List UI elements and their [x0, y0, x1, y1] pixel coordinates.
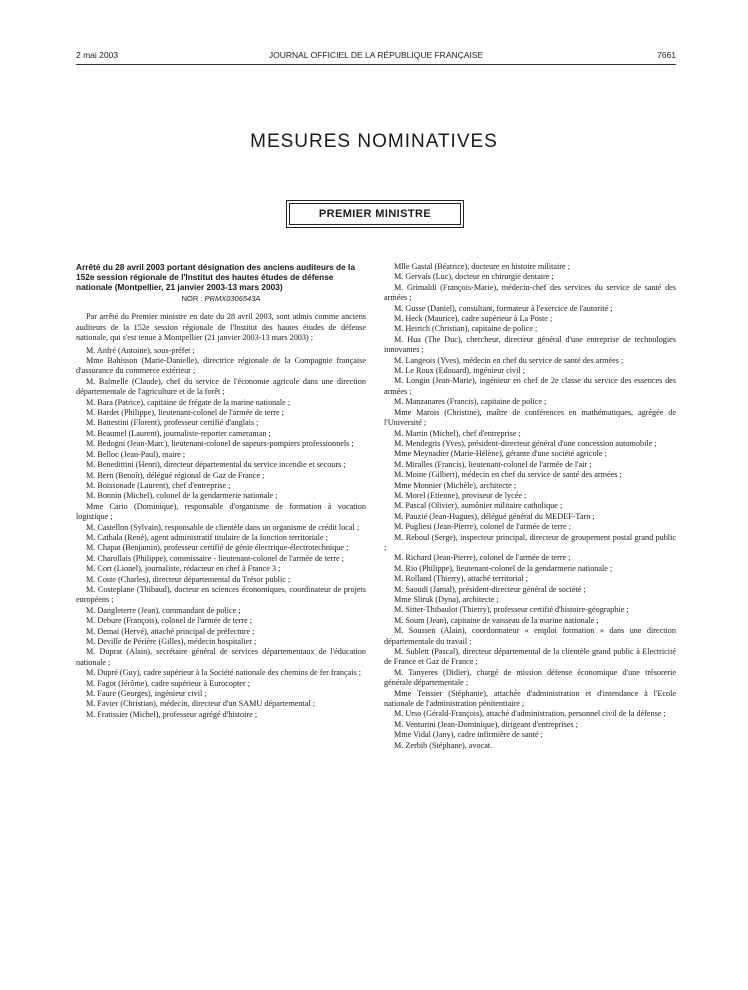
list-item: M. Balmelle (Claude), chef du service de l'économie agricole dans une direction départementale de l'agriculture et de la forêt ; — [76, 376, 366, 397]
list-item: M. Richard (Jean-Pierre), colonel de l'armée de terre ; — [394, 553, 571, 563]
list-item: M. Castellon (Sylvain), responsable de clientèle dans un organisme de crédit local ; — [86, 522, 360, 532]
section-title-box — [286, 200, 464, 228]
list-item: M. Cort (Lionel), journaliste, rédacteur en chef à France 3 ; — [86, 564, 281, 574]
list-item: M. Faure (Georges), ingénieur civil ; — [86, 689, 207, 699]
list-item: M. Miralles (Francis), lieutenant-colonel de l'armée de l'air ; — [394, 459, 592, 469]
nor-code: PRMX0306543A — [204, 294, 261, 303]
list-item: M. Sitter-Thibaulot (Thierry), professeur certifié d'histoire-géographie ; — [394, 605, 629, 615]
list-item: M. Martin (Michel), chef d'entreprise ; — [394, 428, 521, 438]
list-item: M. Dupré (Guy), cadre supérieur à la Société nationale des chemins de fer français ; — [86, 668, 362, 678]
list-item: M. Zerbib (Stéphane), avocat. — [394, 740, 493, 750]
list-item: M. Manzanares (Francis), capitaine de police ; — [394, 397, 547, 407]
list-item: Mme Marois (Christine), maître de conférences en mathématiques, agrégée de l'Université ; — [384, 407, 676, 428]
header-page-number: 7661 — [657, 50, 676, 60]
list-item: M. Longin (Jean-Marie), ingénieur en chef de 2e classe du service des essences des armées ; — [384, 376, 676, 396]
list-item: M. Deville de Périère (Gilles), médecin hospitalier ; — [86, 637, 257, 646]
list-item: M. Boissonade (Laurent), chef d'entreprise ; — [86, 480, 231, 490]
list-item: Mlle Gastal (Béatrice), docteure en histoire militaire ; — [394, 262, 570, 271]
list-item: Mme Monnier (Michèle), architecte ; — [394, 480, 517, 490]
list-item: M. Bardet (Philippe), lieutenant-colonel de l'armée de terre ; — [86, 408, 284, 418]
list-item: M. Bedogni (Jean-Marc), lieutenant-colonel de sapeurs-pompiers professionnels ; — [86, 439, 354, 449]
list-item: M. Gusse (Daniel), consultant, formateur à l'exercice de l'autorité ; — [394, 303, 613, 313]
list-item: M. Benedittini (Henri), directeur départemental du service incendie et secours ; — [86, 460, 346, 470]
list-item: M. Venturini (Jean-Dominique), dirigeant d'entreprises ; — [394, 719, 578, 729]
header-date: 2 mai 2003 — [76, 50, 119, 60]
header-journal-title: JOURNAL OFFICIEL DE LA RÉPUBLIQUE FRANÇAISE — [268, 50, 484, 60]
right-entry-list — [384, 262, 676, 751]
list-item: M. Soum (Jean), capitaine de vaisseau de la marine nationale ; — [394, 615, 599, 625]
list-item: M. Cathala (René), agent administratif titulaire de la fonction territoriale ; — [86, 532, 328, 542]
list-item: M. Sublett (Pascal), directeur départemental de la clientèle grand public à Electricité de France et Gaz de France ; — [384, 647, 676, 667]
list-item: M. Coste (Charles), directeur départemental du Trésor public ; — [86, 574, 291, 584]
list-item: M. Debure (François), colonel de l'armée de terre ; — [86, 616, 253, 626]
list-item: Mme Sliruk (Dyna), architecte ; — [394, 595, 499, 604]
list-item: M. Tanyeres (Didier), chargé de mission défense économique d'une trésorerie générale départementale ; — [384, 667, 676, 688]
list-item: M. Soussen (Alain), coordonnateur « emploi formation » dans une direction départementale du travail ; — [384, 626, 676, 646]
list-item: M. Charollais (Philippe), commissaire - lieutenant-colonel de l'armée de terre ; — [86, 553, 344, 563]
list-item: Mme Teissier (Stéphanie), attachée d'administration et d'intendance à l'Ecole nationale de l'administration pénitentiaire ; — [384, 688, 676, 709]
list-item: M. Favier (Christian), médecin, directeur d'un SAMU départemental ; — [86, 699, 316, 709]
list-item: M. Bonnin (Michel), colonel de la gendarmerie nationale ; — [86, 491, 278, 501]
list-item: M. Grimaldi (François-Marie), médecin-chef des services du service de santé des armées ; — [384, 282, 676, 303]
list-item: M. Pascal (Olivier), aumônier militaire catholique ; — [394, 501, 563, 511]
header-rule — [76, 64, 676, 65]
nor-line — [76, 294, 366, 304]
list-item: M. Belloc (Jean-Paul), maire ; — [86, 449, 186, 459]
list-item: M. Heirich (Christian), capitaine de police ; — [394, 324, 538, 334]
section-title: PREMIER MINISTRE — [289, 203, 461, 225]
list-item: M. Le Roux (Edouard), ingénieur civil ; — [394, 366, 525, 376]
list-item: Mme Bahisson (Marie-Danielle), directrice régionale de la Compagnie française d'assurance du commerce extérieur ; — [76, 356, 366, 376]
list-item: M. Bara (Patrice), capitaine de frégate de la marine nationale ; — [86, 397, 291, 407]
list-item: M. Beaumel (Laurent), journaliste-reporter cameraman ; — [86, 428, 271, 438]
list-item: M. Mendegris (Yves), président-directeur général d'une concession automobile ; — [394, 438, 657, 448]
list-item: M. Fagot (Jérôme), cadre supérieur à Eurocopter ; — [86, 678, 250, 688]
list-item: M. Reboul (Serge), inspecteur principal, directeur de groupement postal grand public ; — [384, 532, 676, 552]
list-item: Mme Meynadier (Marie-Hélène), gérante d'une société agricole ; — [394, 449, 607, 459]
list-item: M. Demai (Hervé), attaché principal de préfecture ; — [86, 626, 255, 636]
right-column — [384, 262, 676, 751]
main-title: MESURES NOMINATIVES — [250, 131, 498, 152]
list-item: M. Fratissier (Michel), professeur agrégé d'histoire ; — [86, 709, 258, 719]
list-item: M. Battestini (Florent), professeur certifié d'anglais ; — [86, 418, 259, 428]
list-item: M. Heck (Maurice), cadre supérieur à La Poste ; — [394, 314, 553, 324]
list-item: M. Anfré (Antoine), sous-préfet ; — [86, 345, 195, 355]
list-item: M. Moine (Gilbert), médecin en chef du service de santé des armées ; — [394, 470, 622, 480]
list-item: M. Rolland (Thierry), attaché territorial ; — [394, 574, 528, 584]
arrete-title: Arrêté du 28 avril 2003 portant désignation des anciens auditeurs de la 152e session régionale de l'Institut des hautes études de défense nationale (Montpellier, 21 janvier 2003-13 mars 2003) — [76, 262, 355, 292]
list-item: Mme Vidal (Jany), cadre infirmière de santé ; — [394, 730, 543, 740]
left-column — [76, 262, 366, 720]
page-header — [76, 50, 676, 64]
list-item: M. Pugliesi (Jean-Pierre), colonel de l'armée de terre ; — [394, 522, 571, 532]
list-item: M. Pauzié (Jean-Hugues), délégué général du MEDEF-Tarn ; — [394, 511, 595, 521]
list-item: M. Urso (Gérald-François), attaché d'administration, personnel civil de la défense ; — [394, 709, 666, 719]
list-item: Mme Cario (Dominique), responsable d'organisme de formation à vocation logistique ; — [76, 501, 366, 522]
nor-label: NOR : — [181, 294, 203, 303]
list-item: M. Chapat (Benjamin), professeur certifié de génie électrique-électrotechnique ; — [86, 543, 349, 553]
list-item: M. Dangleterre (Jean), commandant de police ; — [86, 605, 241, 615]
list-item: M. Gervais (Luc), docteur en chirurgie dentaire ; — [394, 272, 554, 282]
left-entry-list — [76, 346, 366, 721]
list-item: M. Bern (Benoît), délégué régional de Gaz de France ; — [86, 470, 265, 480]
arrete-intro: Par arrêté du Premier ministre en date du 28 avril 2003, sont admis comme anciens auditeurs de la 152e session régionale de l'Institut des hautes études de défense nationale, qui s'est tenue à Montpellier (21 janvier 2003-13 mars 2003) : — [76, 312, 366, 343]
list-item: M. Langeois (Yves), médecin en chef du service de santé des armées ; — [394, 355, 624, 365]
list-item: M. Duprat (Alain), secrétaire général de services départementaux de l'éducation nationale ; — [76, 647, 366, 667]
list-item: M. Rio (Philippe), lieutenant-colonel de la gendarmerie nationale ; — [394, 563, 613, 573]
list-item: M. Hua (The Duc), chercheur, directeur général d'une entreprise de technologies innovantes ; — [384, 334, 676, 355]
list-item: M. Costeplane (Thibaud), docteur en sciences économiques, coordinateur de projets européens ; — [76, 584, 366, 605]
list-item: M. Saoudi (Jamal), président-directeur général de société ; — [394, 584, 586, 594]
list-item: M. Morel (Etienne), proviseur de lycée ; — [394, 490, 527, 500]
